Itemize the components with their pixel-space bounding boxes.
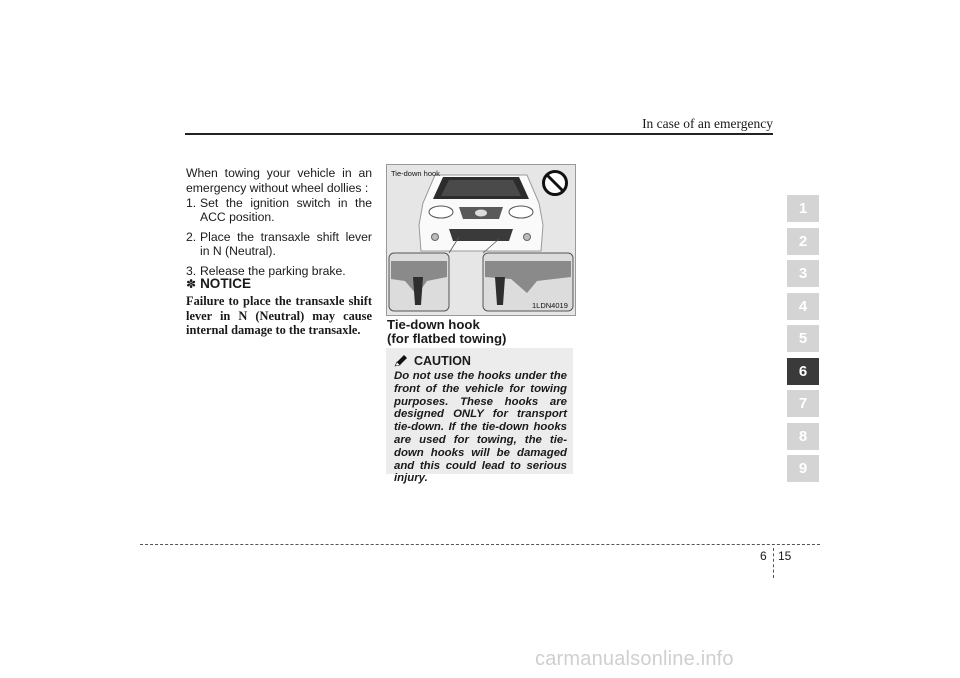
- figure-callout-label: Tie-down hook: [391, 169, 440, 178]
- prohibited-icon: [541, 169, 569, 197]
- header-rule: [185, 133, 773, 135]
- chapter-tab-6[interactable]: 6: [787, 358, 819, 385]
- figure-caption-line: (for flatbed towing): [387, 331, 507, 346]
- footer-rule: [140, 544, 820, 545]
- step-number: 1.: [186, 196, 197, 210]
- chapter-tab-9[interactable]: 9: [787, 455, 819, 482]
- notice-title: NOTICE: [200, 276, 252, 291]
- step-list: [186, 196, 372, 284]
- step-text: Set the ignition switch in the ACC position.: [200, 196, 372, 224]
- step-number: 2.: [186, 230, 197, 244]
- step-item: [186, 230, 372, 258]
- figure-code: 1LDN4019: [532, 301, 568, 310]
- notice-body: Failure to place the transaxle shift lever in N (Neutral) may cause internal damage to the transaxle.: [186, 294, 372, 337]
- figure-caption: [387, 318, 577, 346]
- figure-caption-line: Tie-down hook: [387, 317, 480, 332]
- chapter-tab-4[interactable]: 4: [787, 293, 819, 320]
- step-text: Place the transaxle shift lever in N (Neutral).: [200, 230, 372, 258]
- caution-pencil-icon: [394, 355, 408, 367]
- caution-title: CAUTION: [414, 354, 471, 368]
- page-chapter-number: 6: [760, 549, 767, 563]
- step-number: 3.: [186, 264, 197, 278]
- chapter-tab-7[interactable]: 7: [787, 390, 819, 417]
- chapter-tab-8[interactable]: 8: [787, 423, 819, 450]
- chapter-tab-2[interactable]: 2: [787, 228, 819, 255]
- intro-text: When towing your vehicle in an emergency without wheel dollies :: [186, 166, 372, 195]
- caution-heading: [394, 354, 471, 368]
- notice-heading: [186, 276, 251, 291]
- watermark: carmanualsonline.info: [535, 648, 734, 670]
- section-title: In case of an emergency: [642, 116, 773, 131]
- chapter-tab-3[interactable]: 3: [787, 260, 819, 287]
- page-number: 15: [778, 549, 792, 563]
- step-item: [186, 196, 372, 224]
- chapter-tab-5[interactable]: 5: [787, 325, 819, 352]
- chapter-tabs: [787, 195, 819, 488]
- notice-asterisk-icon: ✽: [186, 276, 197, 291]
- chapter-tab-1[interactable]: 1: [787, 195, 819, 222]
- footer-divider: [773, 548, 774, 578]
- caution-body: Do not use the hooks under the front of the vehicle for towing purposes. These hooks are designed ONLY for transport tie-down. If the tie-down hooks are used for towing, the tie-down hooks will be damaged and this could lead to serious injury.: [394, 370, 567, 485]
- step-text: Release the parking brake.: [200, 264, 346, 278]
